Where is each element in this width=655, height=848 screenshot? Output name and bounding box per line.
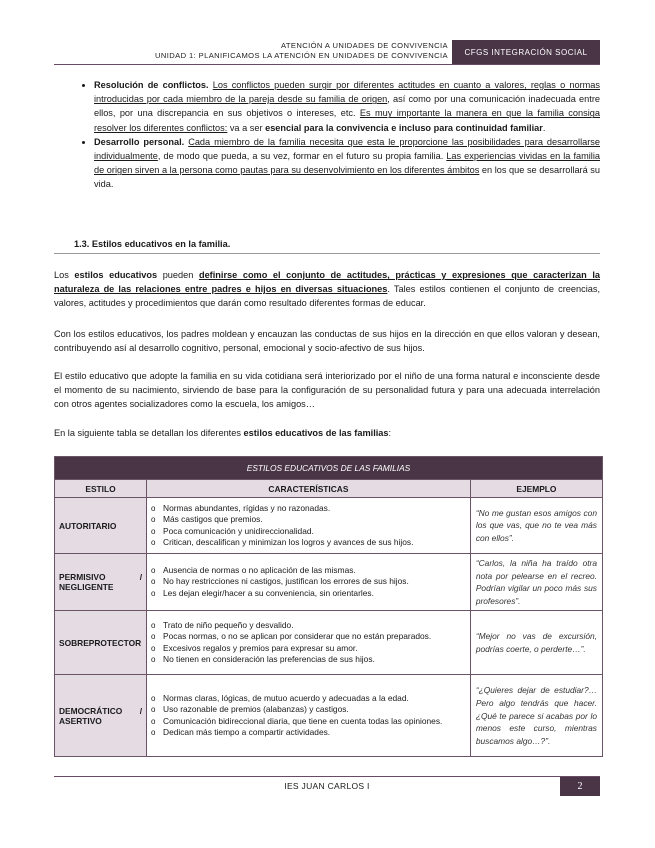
text: : (388, 428, 392, 438)
header-badge: CFGS INTEGRACIÓN SOCIAL (452, 40, 600, 64)
style-example: “¿Quieres dejar de estudiar?… Pero algo tendrás que hacer. ¿Qué te parece si acabas por lo menos este curso, mientras buscamos algo…?”. (470, 675, 602, 757)
section-title: Estilos educativos en la familia. (91, 239, 231, 249)
header-titles (0, 41, 448, 61)
list-item: o Más castigos que premios. (151, 514, 466, 525)
bullet-text: , así como por una comunicación inadecuada entre ellos, por una discrepancia en sus objetivos o intereses, etc. (94, 94, 600, 119)
bullet-text: , de modo que pueda, a su vez, formar en el futuro su propia familia. (157, 151, 447, 162)
column-header-estilo: ESTILO (55, 480, 147, 498)
table-row (55, 611, 603, 675)
list-item: o Trato de niño pequeño y desvalido. (151, 620, 466, 631)
list-item: o Pocas normas, o no se aplican por considerar que no están preparados. (151, 631, 466, 642)
style-name-part: NEGLIGENTE (59, 582, 114, 593)
paragraph-interiorizado: El estilo educativo que adopte la familia en su vida cotidiana será interiorizado por el niño de una forma natural e inconsciente desde el momento de su nacimiento, sirviendo de base para la configuración de su personalidad futura y para una adecuada interrelación con otros agentes socializadores como la escuela, los amigos… (54, 371, 600, 410)
section-heading (54, 239, 600, 254)
column-header-caracteristicas: CARACTERÍSTICAS (147, 480, 471, 498)
style-example: “Mejor no vas de excursión, podrías coerte, o perderte…”. (470, 611, 602, 675)
style-name-part: DEMOCRÁTICO (59, 705, 123, 716)
style-name-separator: / (139, 572, 143, 583)
header-line-2: UNIDAD 1: PLANIFICAMOS LA ATENCIÓN EN UNIDADES DE CONVIVENCIA (154, 51, 448, 60)
list-item: o Normas abundantes, rígidas y no razonadas. (151, 503, 466, 514)
page-number: 2 (560, 777, 600, 796)
list-item: o No hay restricciones ni castigos, justifican los errores de sus hijos. (151, 576, 466, 587)
bullet-bold: esencial para la convivencia e incluso para continuidad familiar (265, 122, 543, 133)
style-name-part: ASERTIVO (59, 715, 102, 726)
text-bold: estilos educativos (74, 270, 158, 280)
bullet-title: Desarrollo personal. (94, 136, 185, 147)
style-characteristics (147, 554, 471, 611)
table-row (55, 675, 603, 757)
text: En la siguiente tabla se detallan los diferentes (54, 428, 244, 438)
footer-school: IES JUAN CARLOS I (284, 781, 370, 791)
header-line-1: ATENCIÓN A UNIDADES DE CONVIVENCIA (280, 41, 448, 50)
bullet-underlined: Cada miembro de la familia necesita que esta le proporcione las posibilidades para desarrollarse individualmente (94, 136, 601, 162)
header-divider (54, 64, 600, 65)
list-item: o Dedican más tiempo a compartir actividades. (151, 727, 466, 738)
style-name: SOBREPROTECTOR (55, 611, 147, 675)
bullet-text: en los que se desarrollará su vida. (94, 165, 601, 190)
table-row (55, 554, 603, 611)
list-item: o No tienen en consideración las preferencias de sus hijos. (151, 654, 466, 665)
footer-divider (54, 776, 600, 777)
style-name-part: PERMISIVO (59, 572, 106, 583)
bullet-text: va a ser (227, 122, 266, 133)
table-row (55, 498, 603, 554)
style-characteristics (147, 675, 471, 757)
style-characteristics (147, 611, 471, 675)
styles-table (54, 456, 603, 757)
table-header-row (55, 480, 603, 498)
style-example: “Carlos, la niña ha traído otra nota por pelearse en el recreo. Podrían vigilar un poco más sus profesores”. (470, 554, 602, 611)
list-item: o Uso razonable de premios (alabanzas) y castigos. (151, 704, 466, 715)
style-name-separator: / (139, 705, 143, 716)
text-bold-underlined: definirse como el conjunto de actitudes, prácticas y expresiones que caracterizan la naturaleza de las relaciones entre padres e hijos en diversas situaciones (54, 270, 600, 295)
bullet-underlined: Las experiencias vividas en la familia de origen sirven a la persona como pautas para su desenvolvimiento en los diferentes ámbitos (94, 151, 600, 176)
table-title: ESTILOS EDUCATIVOS DE LAS FAMILIAS (55, 457, 603, 480)
bullet-section (54, 78, 600, 192)
text: Los (54, 270, 75, 280)
column-header-ejemplo: EJEMPLO (470, 480, 602, 498)
list-item: o Les dejan elegir/hacer a su conveniencia, sin orientarles. (151, 588, 466, 599)
list-item: o Critican, descalifican y minimizan los logros y avances de sus hijos. (151, 537, 466, 548)
bullet-list (54, 78, 600, 192)
paragraph-definition (54, 268, 600, 311)
style-characteristics (147, 498, 471, 554)
style-name (55, 675, 147, 757)
text-bold: estilos educativos de las familias (243, 428, 389, 438)
bullet-title: Resolución de conflictos. (94, 80, 209, 90)
style-example: “No me gustan esos amigos con los que vas, que no te vea más con ellos”. (470, 498, 602, 554)
bullet-underlined: Los conflictos pueden surgir por diferentes actitudes en cuanto a valores, reglas o normas introducidas por cada miembro de la pareja desde su familia de origen (94, 80, 600, 105)
list-item: o Ausencia de normas o no aplicación de las mismas. (151, 565, 466, 576)
paragraph-moldean: Con los estilos educativos, los padres moldean y encauzan las conductas de sus hijos en la dirección en que ellos valoran y desean, contribuyendo así al desarrollo cognitivo, personal, emocional y socio-afectivo de sus hijos. (54, 329, 600, 354)
bullet-text: . (542, 122, 546, 133)
paragraph-tabla-intro (54, 426, 600, 440)
list-item: o Comunicación bidireccional diaria, que tiene en cuenta todas las opiniones. (151, 716, 466, 727)
style-name: AUTORITARIO (55, 498, 147, 554)
bullet-underlined: Es muy importante la manera en que la familia consiga resolver los diferentes conflictos: (94, 108, 600, 133)
section-number: 1.3. (74, 239, 90, 249)
bullet-item-desarrollo (94, 135, 600, 192)
text: pueden (157, 270, 199, 280)
style-name (55, 554, 147, 611)
list-item: o Normas claras, lógicas, de mutuo acuerdo y adecuadas a la edad. (151, 693, 466, 704)
section-divider (54, 253, 600, 254)
bullet-item-conflictos (94, 78, 600, 135)
list-item: o Excesivos regalos y premios para expresar su amor. (151, 643, 466, 654)
list-item: o Poca comunicación y unidireccionalidad. (151, 526, 466, 537)
text: . Tales estilos contienen el conjunto de creencias, valores, actitudes y procedimientos que darán como resultado diferentes formas de educar. (54, 284, 600, 309)
